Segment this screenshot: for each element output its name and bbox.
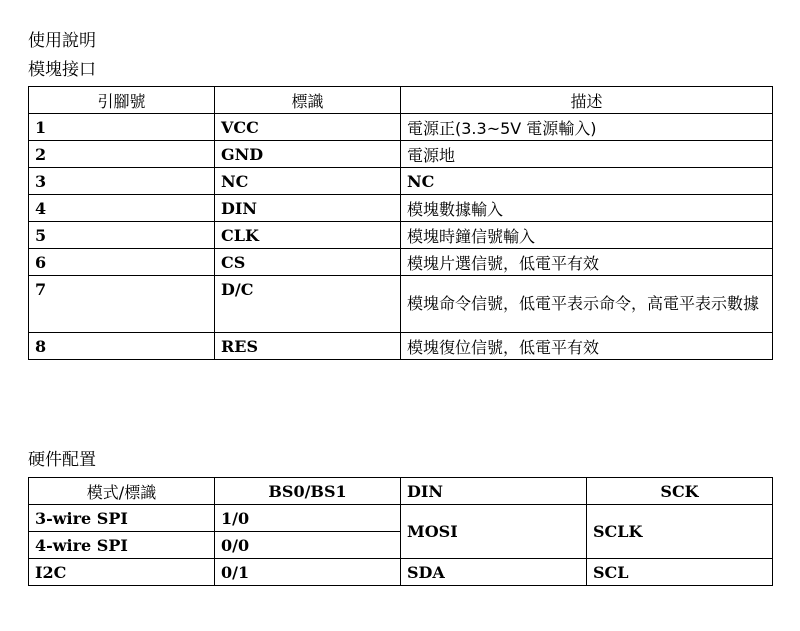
table-header-row — [29, 478, 773, 505]
pin-label: RES — [215, 333, 401, 360]
pin-number: 7 — [29, 276, 215, 333]
bs-cell: 1/0 — [215, 505, 401, 532]
pin-description: 模塊復位信號，低電平有效 — [401, 333, 773, 360]
mode-cell: 3-wire SPI — [29, 505, 215, 532]
pin-description: 電源地 — [401, 141, 773, 168]
table-row — [29, 249, 773, 276]
pin-label: CLK — [215, 222, 401, 249]
usage-title: 使用說明 — [28, 31, 96, 51]
mode-cell: I2C — [29, 559, 215, 586]
sck-cell: SCL — [587, 559, 773, 586]
table-row — [29, 141, 773, 168]
pin-label: D/C — [215, 276, 401, 333]
table-row — [29, 505, 773, 532]
bs-cell: 0/1 — [215, 559, 401, 586]
pin-number: 4 — [29, 195, 215, 222]
pin-label: CS — [215, 249, 401, 276]
pin-label: NC — [215, 168, 401, 195]
table-row — [29, 114, 773, 141]
hardware-config-title: 硬件配置 — [28, 450, 96, 470]
pin-number: 3 — [29, 168, 215, 195]
module-interface-table — [28, 86, 773, 360]
column-header-label: 標識 — [215, 87, 401, 114]
pin-description: 模塊數據輸入 — [401, 195, 773, 222]
table-row — [29, 168, 773, 195]
column-header-pin: 引腳號 — [29, 87, 215, 114]
din-cell: SDA — [401, 559, 587, 586]
pin-description: 模塊片選信號，低電平有效 — [401, 249, 773, 276]
column-header-sck: SCK — [587, 478, 773, 505]
column-header-description: 描述 — [401, 87, 773, 114]
column-header-mode: 模式/標識 — [29, 478, 215, 505]
column-header-din: DIN — [401, 478, 587, 505]
pin-label: DIN — [215, 195, 401, 222]
table-row — [29, 195, 773, 222]
table-row — [29, 559, 773, 586]
table-header-row — [29, 87, 773, 114]
pin-description: 模塊時鐘信號輸入 — [401, 222, 773, 249]
din-cell: MOSI — [401, 505, 587, 559]
pin-label: VCC — [215, 114, 401, 141]
table-row — [29, 276, 773, 333]
table-row — [29, 333, 773, 360]
column-header-bs: BS0/BS1 — [215, 478, 401, 505]
pin-number: 6 — [29, 249, 215, 276]
bs-cell: 0/0 — [215, 532, 401, 559]
pin-number: 2 — [29, 141, 215, 168]
pin-label: GND — [215, 141, 401, 168]
pin-number: 5 — [29, 222, 215, 249]
pin-description: 模塊命令信號，低電平表示命令，高電平表示數據 — [401, 276, 773, 333]
mode-cell: 4-wire SPI — [29, 532, 215, 559]
table-row — [29, 222, 773, 249]
pin-description: NC — [401, 168, 773, 195]
module-interface-title: 模塊接口 — [28, 60, 96, 80]
pin-description: 電源正(3.3~5V 電源輸入) — [401, 114, 773, 141]
pin-number: 1 — [29, 114, 215, 141]
hardware-config-table — [28, 477, 773, 586]
sck-cell: SCLK — [587, 505, 773, 559]
pin-number: 8 — [29, 333, 215, 360]
